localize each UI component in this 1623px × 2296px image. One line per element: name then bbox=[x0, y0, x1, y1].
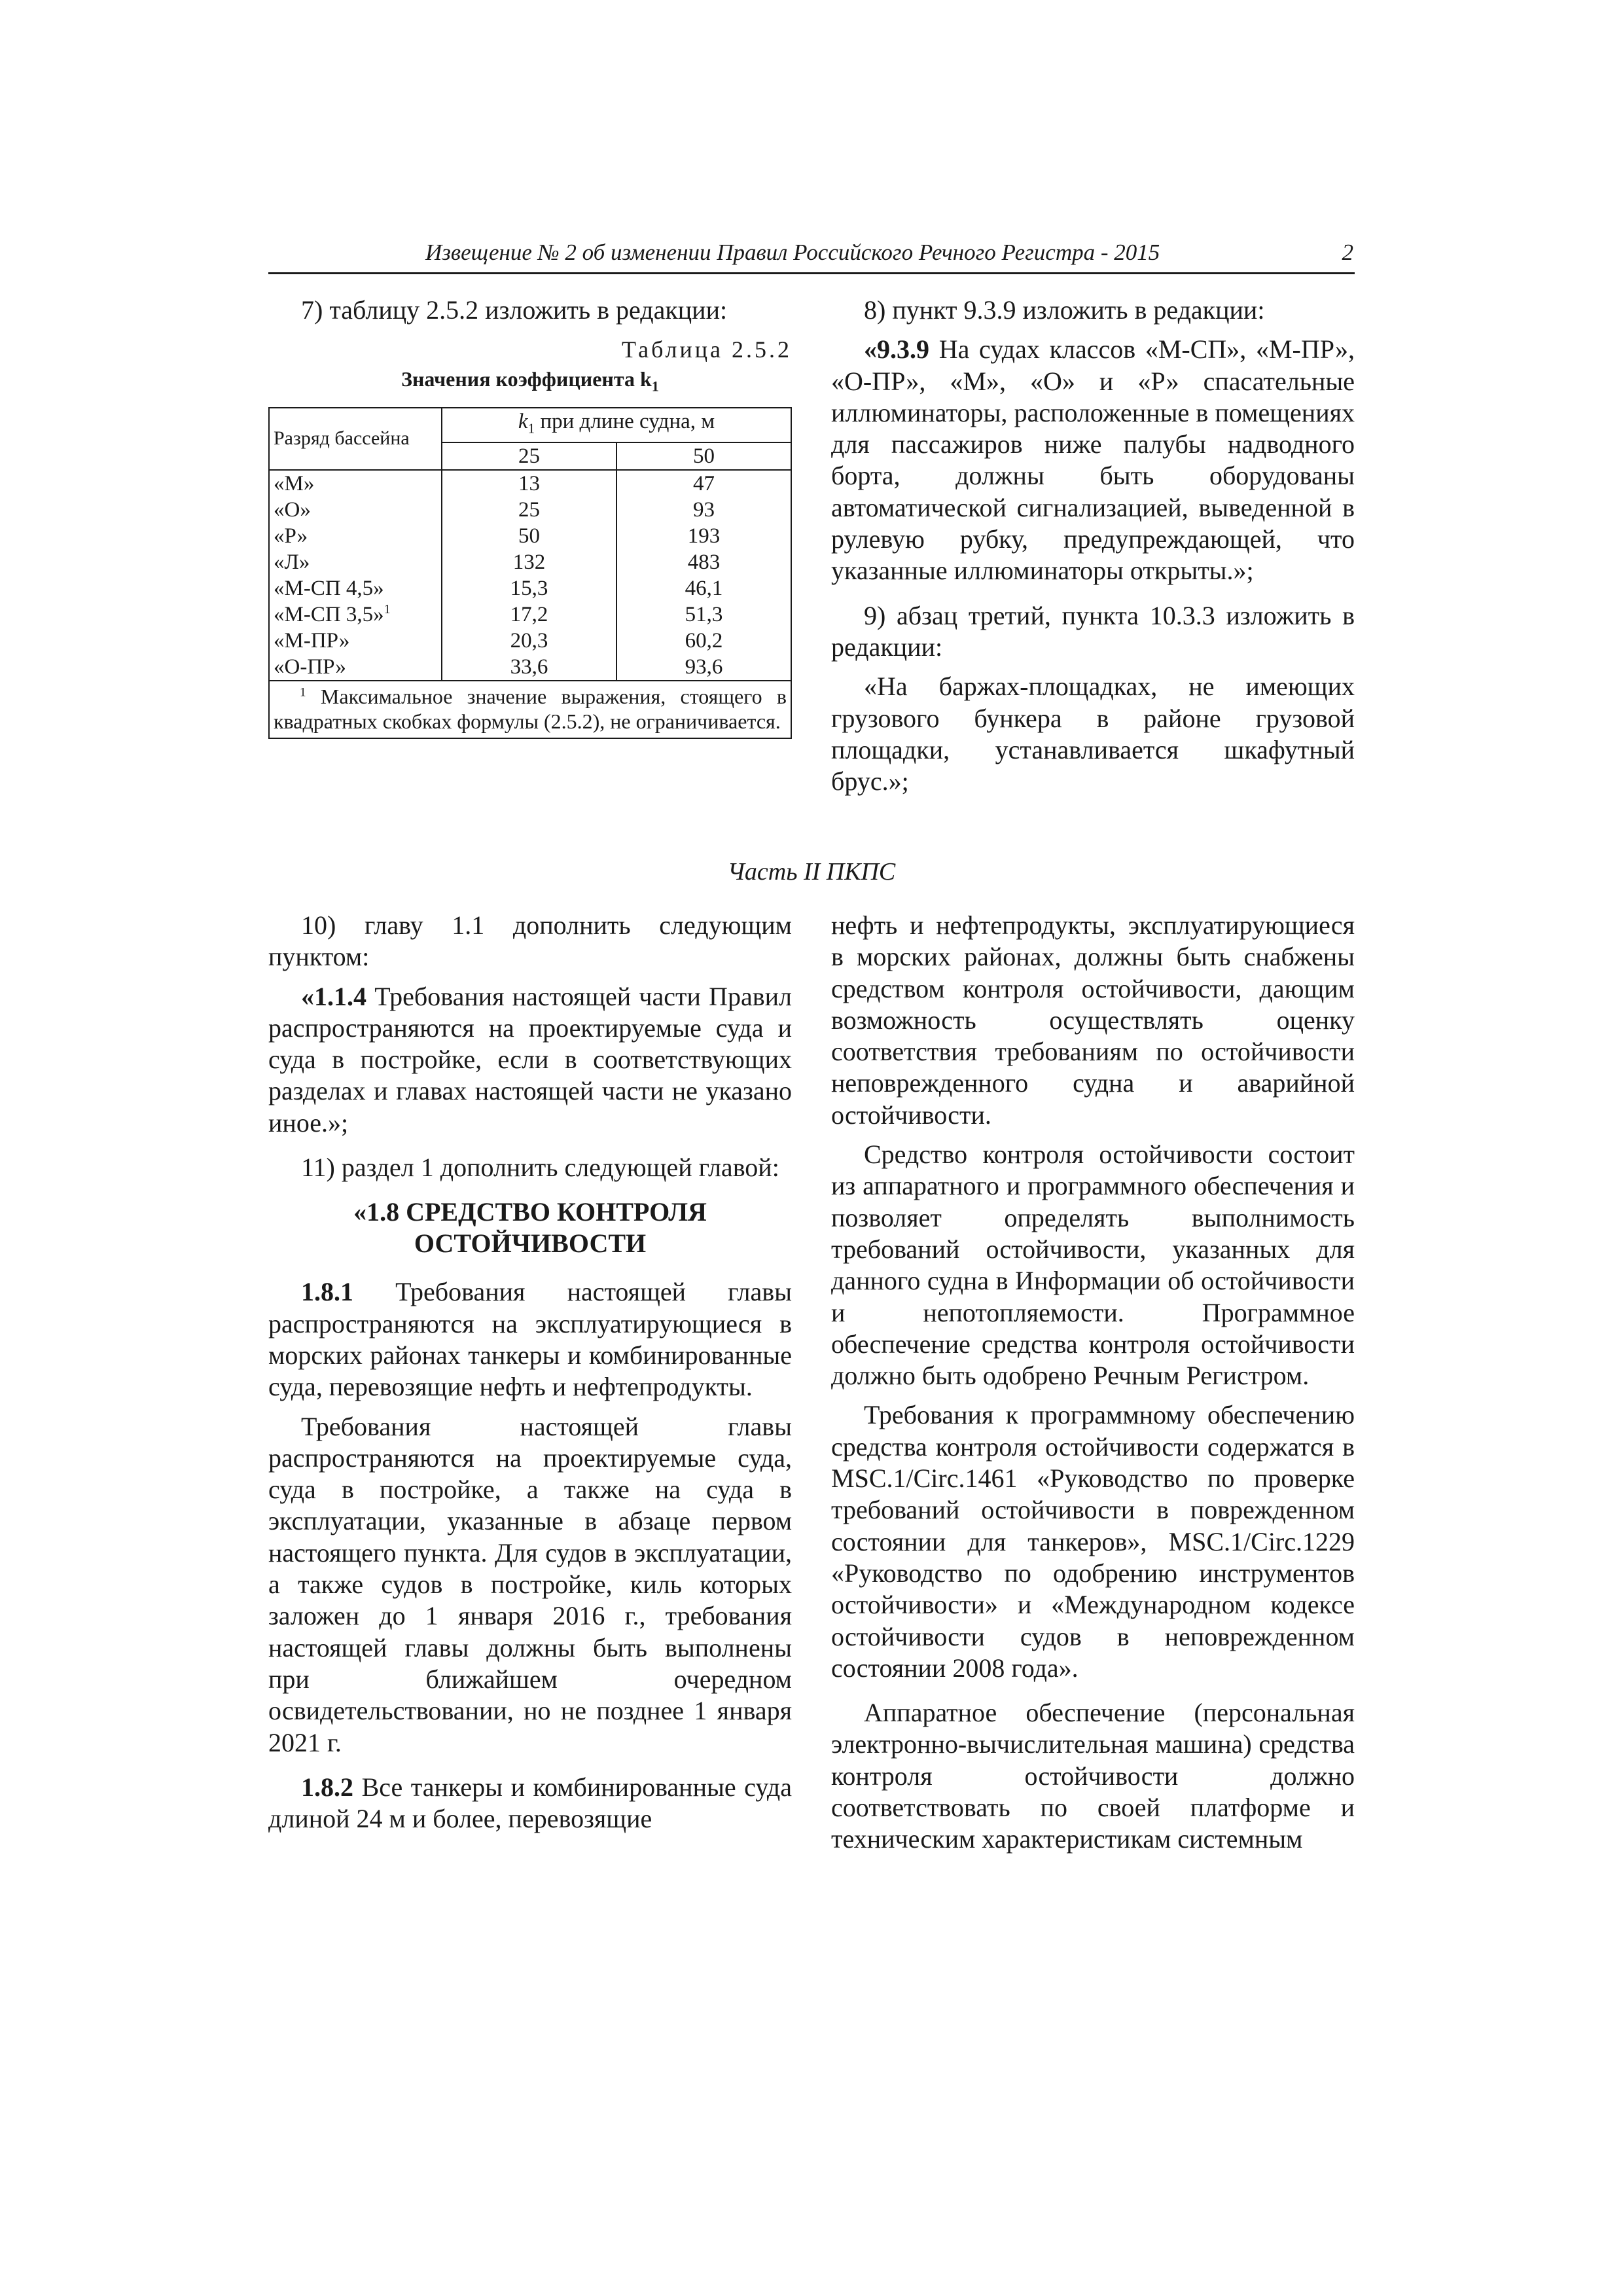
header-50: 50 bbox=[616, 442, 791, 470]
row-v25: 33,6 bbox=[442, 654, 616, 681]
row-v50: 93 bbox=[616, 497, 791, 523]
chapter-heading bbox=[268, 1196, 792, 1259]
paragraph-number: 1.8.2 bbox=[301, 1772, 353, 1802]
row-v50: 93,6 bbox=[616, 654, 791, 681]
item-9: 9) абзац третий, пункта 10.3.3 изложить в редакции: bbox=[831, 600, 1355, 662]
row-v50: 47 bbox=[616, 470, 791, 497]
row-basin: «Р» bbox=[269, 523, 442, 549]
page-number: 2 bbox=[1342, 240, 1353, 265]
right-bottom-column bbox=[831, 910, 1355, 1863]
table-row bbox=[269, 575, 791, 601]
header-k1-rest: при длине судна, м bbox=[535, 409, 715, 433]
paragraph-software-requirements: Требования к программному обеспечению средства контроля остойчивости содержатся в MSC.1/Circ.1461 «Руководство по проверке требований остойчивости в поврежденном состоянии для танкеров», MSC.1/Circ.1229 «Руководство по одобрению инструментов остойчивости» и «Международном кодексе остойчивости судов в неповрежденном состоянии 2008 года». bbox=[831, 1400, 1355, 1683]
table-caption: Таблица 2.5.2 bbox=[622, 336, 792, 363]
table-row bbox=[269, 523, 791, 549]
footnote-ref: 1 bbox=[383, 601, 391, 617]
header-k1-sub: 1 bbox=[527, 420, 535, 437]
row-v50: 193 bbox=[616, 523, 791, 549]
row-basin: «М-ПР» bbox=[269, 628, 442, 654]
item-11: 11) раздел 1 дополнить следующей главой: bbox=[301, 1153, 779, 1183]
row-v25: 132 bbox=[442, 549, 616, 575]
row-basin: «О-ПР» bbox=[269, 654, 442, 681]
table-row bbox=[269, 601, 791, 628]
left-top-column bbox=[268, 295, 792, 739]
table-row bbox=[269, 497, 791, 523]
footnote-mark: 1 bbox=[300, 685, 306, 699]
paragraph-1-8-2-cont: нефть и нефтепродукты, эксплуатирующиеся в морских районах, должны быть снабжены средством контроля остойчивости, дающим возможность осуществлять оценку соответствия требованиям по остойчивости неповрежденного судна и аварийной остойчивости. bbox=[831, 910, 1355, 1130]
paragraph-number: «9.3.9 bbox=[864, 334, 929, 365]
table-row bbox=[269, 654, 791, 681]
paragraph-text: Требования настоящей главы распространяются на эксплуатирующиеся в морских районах танкеры и комбинированные суда, перевозящие нефть и нефтепродукты. bbox=[268, 1277, 792, 1402]
row-v25: 25 bbox=[442, 497, 616, 523]
header-25: 25 bbox=[442, 442, 616, 470]
item-8: 8) пункт 9.3.9 изложить в редакции: bbox=[864, 295, 1265, 325]
paragraph-1-8-2 bbox=[268, 1772, 792, 1835]
table-title-text: Значения коэффициента k bbox=[401, 367, 652, 391]
table-row bbox=[269, 470, 791, 497]
row-basin: «М-СП 4,5» bbox=[269, 575, 442, 601]
row-basin: «О» bbox=[269, 497, 442, 523]
item-10: 10) главу 1.1 дополнить следующим пунктом: bbox=[268, 910, 792, 972]
table-row bbox=[269, 549, 791, 575]
row-basin: «Л» bbox=[269, 549, 442, 575]
section-title: Часть II ПКПС bbox=[727, 858, 896, 886]
row-basin: «М» bbox=[269, 470, 442, 497]
right-top-column bbox=[831, 295, 1355, 805]
row-v25: 15,3 bbox=[442, 575, 616, 601]
item-7: 7) таблицу 2.5.2 изложить в редакции: bbox=[301, 295, 728, 325]
paragraph-text: Все танкеры и комбинированные суда длиной 24 м и более, перевозящие bbox=[268, 1772, 792, 1834]
paragraph-number: «1.1.4 bbox=[301, 981, 366, 1011]
left-bottom-column bbox=[268, 910, 792, 1842]
paragraph-text: На судах классов «М-СП», «М-ПР», «О-ПР», «М», «О» и «Р» спасательные иллюминаторы, расположенные в помещениях для пассажиров ниже палубы надводного борта, должны быть оборудованы автоматической сигнализацией, выведенной в рулевую рубку, предупреждающей, что указанные иллюминаторы открыты.»; bbox=[831, 334, 1355, 586]
header-k1-symbol: k bbox=[518, 409, 528, 433]
header-title: Извещение № 2 об изменении Правил Российского Речного Регистра - 2015 bbox=[425, 240, 1160, 265]
item-9-text: «На баржах-площадках, не имеющих грузового бункера в районе грузовой площадки, устанавливается шкафутный брус.»; bbox=[831, 672, 1355, 797]
chapter-heading-line1: «1.8 СРЕДСТВО КОНТРОЛЯ bbox=[353, 1197, 707, 1227]
row-basin bbox=[269, 601, 442, 628]
row-v50: 51,3 bbox=[616, 601, 791, 628]
row-v50: 60,2 bbox=[616, 628, 791, 654]
row-v50: 46,1 bbox=[616, 575, 791, 601]
k1-table bbox=[268, 407, 792, 739]
row-v25: 17,2 bbox=[442, 601, 616, 628]
row-v25: 20,3 bbox=[442, 628, 616, 654]
row-basin-text: «М-СП 3,5» bbox=[274, 602, 384, 626]
paragraph-9-3-9 bbox=[831, 334, 1355, 586]
paragraph-hardware: Аппаратное обеспечение (персональная электронно-вычислительная машина) средства контроля остойчивости должно соответствовать по своей платформе и техническим характеристикам системным bbox=[831, 1698, 1355, 1854]
table-row bbox=[269, 628, 791, 654]
table-title bbox=[268, 366, 792, 399]
paragraph-text: Требования настоящей части Правил распространяются на проектируемые суда и суда в постройке, если в соответствующих разделах и главах настоящей части не указано иное.»; bbox=[268, 981, 792, 1138]
paragraph-number: 1.8.1 bbox=[301, 1277, 353, 1307]
paragraph-1-8-1 bbox=[268, 1276, 792, 1403]
row-v25: 50 bbox=[442, 523, 616, 549]
row-v25: 13 bbox=[442, 470, 616, 497]
header-basin: Разряд бассейна bbox=[269, 408, 442, 470]
row-v50: 483 bbox=[616, 549, 791, 575]
header-k1 bbox=[442, 408, 791, 442]
paragraph-1-8-1-b: Требования настоящей главы распространяются на проектируемые суда, суда в постройке, а также на суда в эксплуатации, указанные в абзаце первом настоящего пункта. Для судов в эксплуатации, а также судов в постройке, киль которых заложен до 1 января 2016 г., требования настоящей главы должны быть выполнены при ближайшем очередном освидетельствовании, но не позднее 1 января 2021 г. bbox=[268, 1411, 792, 1757]
running-header bbox=[268, 240, 1355, 274]
table-footnote bbox=[269, 681, 791, 738]
paragraph-1-1-4 bbox=[268, 981, 792, 1139]
footnote-text: Максимальное значение выражения, стоящего в квадратных скобках формулы (2.5.2), не ограничивается. bbox=[274, 684, 787, 733]
table-title-sub: 1 bbox=[651, 377, 659, 394]
paragraph-stability-tool: Средство контроля остойчивости состоит из аппаратного и программного обеспечения и позволяет определять выполнимость требований остойчивости, указанных для данного судна в Информации об остойчивости и непотопляемости. Программное обеспечение средства контроля остойчивости должно быть одобрено Речным Регистром. bbox=[831, 1139, 1355, 1391]
chapter-heading-line2: ОСТОЙЧИВОСТИ bbox=[414, 1229, 647, 1259]
